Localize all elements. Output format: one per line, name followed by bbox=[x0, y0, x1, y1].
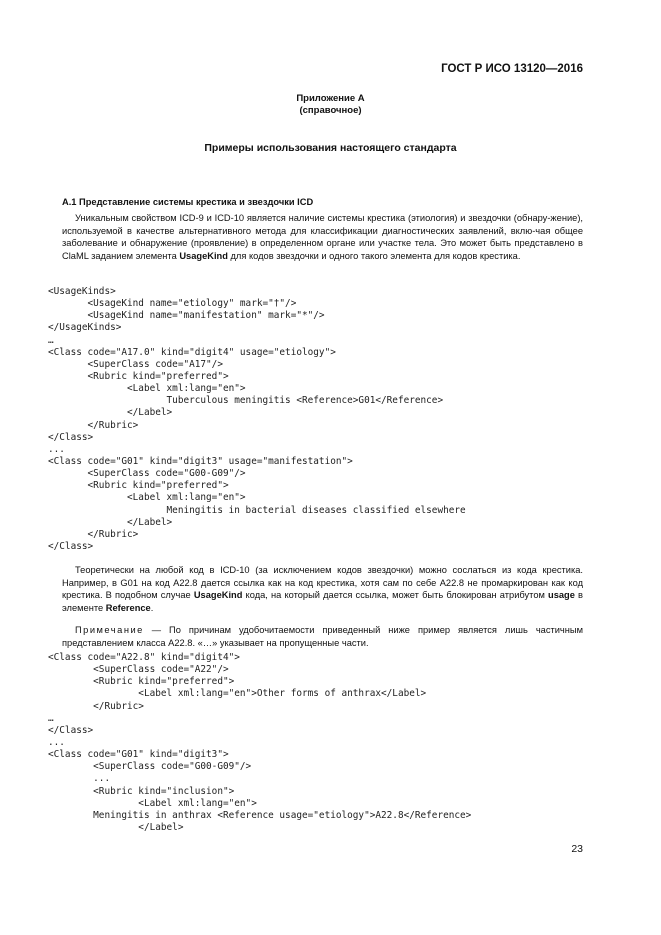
code-line: </UsageKinds> bbox=[48, 322, 122, 334]
code-line: </Rubric> bbox=[48, 700, 144, 712]
code-line: <SuperClass code="A17"/> bbox=[48, 358, 223, 370]
code-line: <Label xml:lang="en">Other forms of anthrax</Label> bbox=[48, 688, 427, 700]
standard-number: ГОСТ Р ИСО 13120—2016 bbox=[441, 63, 583, 75]
code-line: </Label> bbox=[48, 516, 173, 528]
note-label: Примечание bbox=[75, 625, 144, 635]
code-line: ... bbox=[48, 736, 65, 748]
code-line: <Class code="A17.0" kind="digit4" usage="etiology"> bbox=[48, 346, 336, 358]
code-line: <Rubric kind="inclusion"> bbox=[48, 785, 235, 797]
code-line: <SuperClass code="A22"/> bbox=[48, 664, 229, 676]
code-line: ... bbox=[48, 443, 65, 455]
code-line: </Class> bbox=[48, 431, 94, 443]
code-line: </Class> bbox=[48, 540, 94, 552]
appendix-subtitle: (справочное) bbox=[299, 105, 362, 116]
para1-text-2: для кодов звездочки и одного такого элемента для кодов крестика. bbox=[227, 250, 521, 261]
para2-text-3: в элементе bbox=[62, 590, 583, 613]
code-line: <SuperClass code="G00-G09"/> bbox=[48, 761, 252, 773]
code-line: </Class> bbox=[48, 724, 94, 736]
code-line: <Rubric kind="preferred"> bbox=[48, 480, 229, 492]
code-line: </Rubric> bbox=[48, 419, 139, 431]
code-line: <Label xml:lang="en"> bbox=[48, 492, 246, 504]
para1-bold-usagekind: UsageKind bbox=[179, 250, 228, 261]
code-line: Meningitis in bacterial diseases classified elsewhere bbox=[48, 504, 466, 516]
code-line: </Rubric> bbox=[48, 528, 139, 540]
code-block-1 bbox=[48, 286, 466, 553]
code-line: <SuperClass code="G00-G09"/> bbox=[48, 468, 246, 480]
code-line: <Class code="G01" kind="digit3"> bbox=[48, 749, 229, 761]
paragraph-2 bbox=[62, 564, 583, 614]
note bbox=[62, 624, 583, 649]
para1-text-1: Уникальным свойством ICD-9 и ICD-10 является наличие системы крестика (этиология) и звездочки (обнару-жение), используемой в качестве альтернативного метода для классификации диагностических заявлений, вклю-чая общее заболевание и обнаружение (проявление) в определенном органе или участке тела. Это может быть представлено в ClaML заданием элемента bbox=[62, 213, 583, 261]
page-number: 23 bbox=[571, 843, 583, 855]
section-title: А.1 Представление системы крестика и звездочки ICD bbox=[62, 197, 314, 207]
appendix-title: Приложение А bbox=[296, 93, 365, 104]
para2-bold-reference: Reference bbox=[105, 602, 151, 613]
code-line: … bbox=[48, 712, 54, 724]
code-line: </Label> bbox=[48, 407, 173, 419]
para2-bold-usage: usage bbox=[548, 590, 575, 600]
code-line: Meningitis in anthrax <Reference usage="etiology">A22.8</Reference> bbox=[48, 809, 472, 821]
code-line: <Label xml:lang="en"> bbox=[48, 797, 257, 809]
code-line: </Label> bbox=[48, 821, 184, 833]
code-line: <UsageKinds> bbox=[48, 286, 116, 297]
code-line: <Class code="G01" kind="digit3" usage="manifestation"> bbox=[48, 455, 353, 467]
paragraph-1 bbox=[62, 212, 583, 262]
para2-text-4: . bbox=[150, 602, 154, 613]
code-line: <Label xml:lang="en"> bbox=[48, 383, 246, 395]
para2-text-2: кода, на который дается ссылка, может быть блокирован атрибутом bbox=[242, 590, 549, 600]
para2-text-1: Теоретически на любой код в ICD-10 (за исключением кодов звездочки) можно сослаться из кода крестика. Например, в G01 на код A22.8 дается ссылка как на код крестика, хотя сам по себе A22.8 не промаркирован как код крестика. В подобном случае bbox=[62, 565, 583, 600]
code-line: <Rubric kind="preferred"> bbox=[48, 370, 229, 382]
code-block-2 bbox=[48, 652, 471, 834]
code-line: ... bbox=[48, 773, 111, 785]
code-line: Tuberculous meningitis <Reference>G01</Reference> bbox=[48, 395, 444, 407]
code-line: <Rubric kind="preferred"> bbox=[48, 676, 235, 688]
code-line: <Class code="A22.8" kind="digit4"> bbox=[48, 652, 240, 663]
code-line: <UsageKind name="manifestation" mark="*"/> bbox=[48, 310, 325, 322]
para2-bold-usagekind: UsageKind bbox=[193, 590, 243, 600]
code-line: <UsageKind name="etiology" mark="†"/> bbox=[48, 298, 297, 310]
code-line: … bbox=[48, 334, 54, 346]
appendix-heading: Примеры использования настоящего стандарта bbox=[204, 142, 457, 154]
note-text: — По причинам удобочитаемости приведенный ниже пример является лишь частичным представлением класса A22.8. «…» указывает на пропущенные части. bbox=[62, 625, 583, 648]
